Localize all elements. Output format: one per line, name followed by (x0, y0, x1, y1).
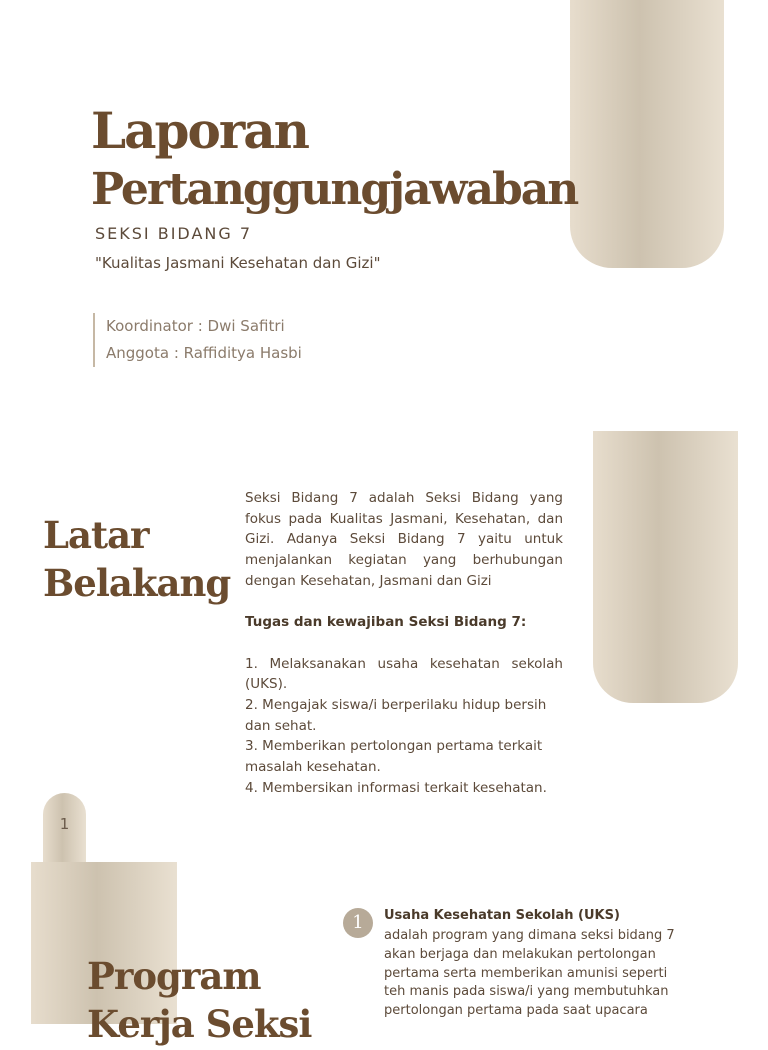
decorative-pillar-top (570, 0, 724, 268)
program-description-line: akan berjaga dan melakukan pertolongan (384, 946, 656, 962)
page-title-line1: Laporan (91, 101, 308, 160)
program-description-line: adalah program yang dimana seksi bidang 7 (384, 928, 675, 943)
decorative-pillar-middle (593, 431, 738, 703)
duty-item: 3. Memberikan pertolongan pertama terkait masalah kesehatan. (245, 738, 543, 776)
program-description-line: pertolongan pertama pada saat upacara (384, 1003, 648, 1019)
duties-heading: Tugas dan kewajiban Seksi Bidang 7: (245, 614, 527, 631)
duty-item: 2. Mengajak siswa/i berperilaku hidup bersih dan sehat. (245, 697, 547, 734)
page-subtitle: SEKSI BIDANG 7 (95, 224, 253, 243)
section-heading-program-line1: Program (87, 954, 261, 998)
team-block (93, 313, 302, 367)
program-description-line: teh manis pada siswa/i yang membutuhkan (384, 984, 669, 1000)
duty-item: 1. Melaksanakan usaha kesehatan sekolah (UKS). (245, 655, 563, 693)
duty-item: 4. Membersikan informasi terkait kesehatan. (245, 779, 547, 796)
program-item-title: Usaha Kesehatan Sekolah (UKS) (384, 908, 620, 923)
page-tagline: "Kualitas Jasmani Kesehatan dan Gizi" (95, 254, 381, 272)
section-heading-latar-line2: Belakang (43, 561, 231, 605)
intro-paragraph: Seksi Bidang 7 adalah Seksi Bidang yang fokus pada Kualitas Jasmani, Kesehatan, dan Gizi. Adanya Seksi Bidang 7 yaitu untuk menjalankan kegiatan yang berhubungan dengan Kesehatan, Jasmani dan Gizi (245, 490, 563, 589)
coordinator-text: Koordinator : Dwi Safitri (106, 317, 285, 335)
program-description-line: pertama serta memberikan amunisi seperti (384, 965, 668, 981)
page-number: 1 (59, 815, 70, 833)
member-text: Anggota : Raffiditya Hasbi (106, 344, 302, 362)
page-title-line2: Pertanggungjawaban (91, 164, 578, 215)
program-item-description (384, 927, 674, 1021)
latar-belakang-body (245, 488, 563, 799)
section-heading-program-line2: Kerja Seksi (87, 1002, 312, 1046)
program-number-badge: 1 (343, 908, 373, 938)
section-heading-latar-line1: Latar (43, 513, 149, 557)
